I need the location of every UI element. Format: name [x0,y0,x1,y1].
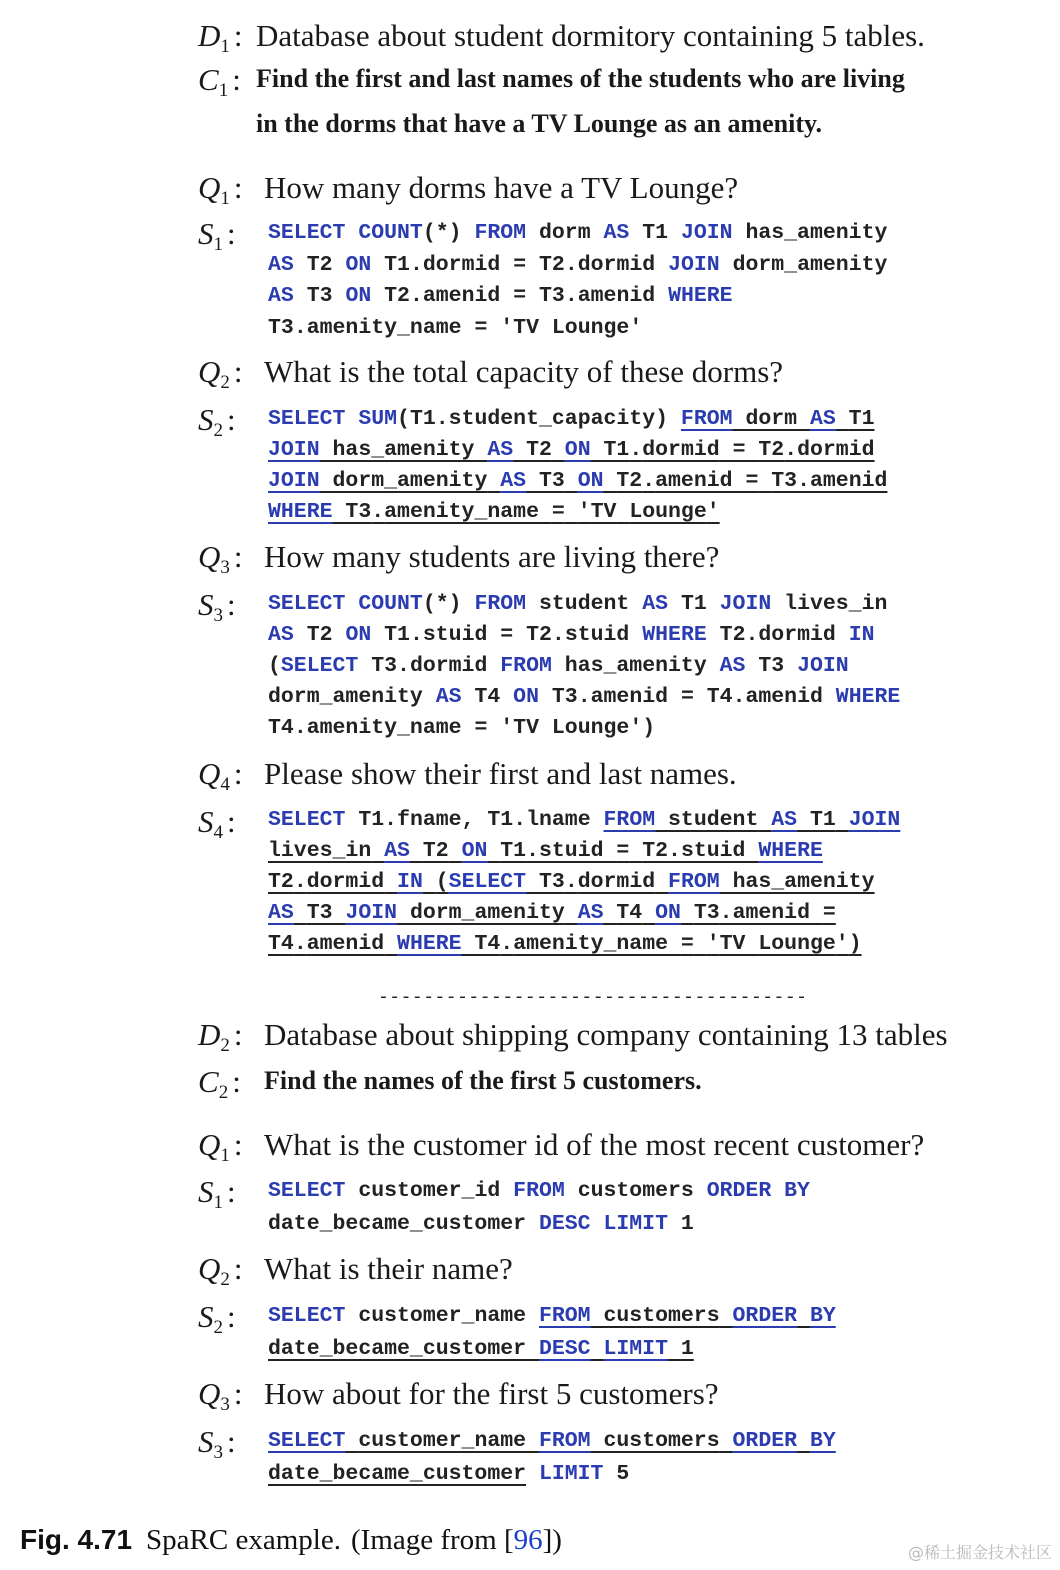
c1-goal-line-2: in the dorms that have a TV Lounge as an amenity. [256,109,823,138]
sql-line: date_became_customer DESC LIMIT 1 [268,1337,694,1361]
sql-line: SELECT COUNT(*) FROM dorm AS T1 JOIN has_amenity [268,221,888,245]
label-q4: $Q_4$ : [198,756,243,795]
label-q1: $Q_1$ : [198,170,243,209]
watermark: @稀土掘金技术社区 [907,1543,1052,1562]
label-e2-s3: $S_3$ : [198,1424,236,1463]
e2-question-2: What is their name? [264,1251,513,1286]
sql-line: date_became_customer DESC LIMIT 1 [268,1212,694,1236]
sql-line: AS T2 ON T1.dormid = T2.dormid JOIN dorm_amenity [268,252,888,277]
section-divider: -------------------------------------- [378,988,808,1008]
label-s1: $S_1$ : [198,216,236,255]
label-e2-q3: $Q_3$ : [198,1376,243,1415]
label-e2-s1: $S_1$ : [198,1174,236,1213]
d1-description: Database about student dormitory containing 5 tables. [256,18,925,53]
sql-line: JOIN dorm_amenity AS T3 ON T2.amenid = T3.amenid [268,469,888,493]
label-d2: $D_2$ : [198,1017,243,1056]
sql-line: JOIN has_amenity AS T2 ON T1.dormid = T2.dormid [268,438,875,462]
reference-link[interactable]: 96 [513,1524,543,1556]
e1-question-2: What is the total capacity of these dorms? [264,354,784,389]
label-d1: $D_1$ : [198,18,243,57]
label-c1: $C_1$ : [198,62,241,101]
figure-number: Fig. 4.71 [20,1524,133,1555]
label-e2-q2: $Q_2$ : [198,1251,243,1290]
label-e2-q1: $Q_1$ : [198,1127,243,1166]
e1-question-3: How many students are living there? [264,539,720,574]
sql-line: dorm_amenity AS T4 ON T3.amenid = T4.amenid WHERE [268,685,901,709]
sql-line: date_became_customer LIMIT 5 [268,1462,630,1486]
d2-description: Database about shipping company containing 13 tables [264,1017,948,1052]
label-s4: $S_4$ : [198,804,236,843]
sql-line: T4.amenid WHERE T4.amenity_name = 'TV Lounge') [268,932,862,956]
sql-line: AS T2 ON T1.stuid = T2.stuid WHERE T2.dormid IN [268,623,875,647]
label-q3: $Q_3$ : [198,539,243,578]
label-s3: $S_3$ : [198,587,236,626]
sql-line: T2.dormid IN (SELECT T3.dormid FROM has_amenity [268,870,875,894]
label-c2: $C_2$ : [198,1064,241,1103]
sql-line: WHERE T3.amenity_name = 'TV Lounge' [268,500,720,524]
sql-line: T3.amenity_name = 'TV Lounge' [268,315,643,340]
caption-source-pre: (Image from [ [350,1524,514,1556]
e2-question-3: How about for the first 5 customers? [264,1376,719,1411]
sql-line: SELECT customer_id FROM customers ORDER BY [268,1179,810,1203]
sql-line: T4.amenity_name = 'TV Lounge') [268,716,656,740]
e1-question-4: Please show their first and last names. [264,756,737,791]
c1-goal-line-1: Find the first and last names of the students who are living [256,64,905,93]
sql-line: AS T3 JOIN dorm_amenity AS T4 ON T3.amenid = [268,901,836,925]
sql-line: AS T3 ON T2.amenid = T3.amenid WHERE [268,284,733,308]
sql-line: lives_in AS T2 ON T1.stuid = T2.stuid WHERE [268,839,823,863]
e1-question-1: How many dorms have a TV Lounge? [264,170,739,205]
sql-line: SELECT T1.fname, T1.lname FROM student AS T1 JOIN [268,808,901,832]
label-e2-s2: $S_2$ : [198,1299,236,1338]
c2-goal: Find the names of the first 5 customers. [264,1066,702,1095]
sql-line: SELECT customer_name FROM customers ORDER BY [268,1429,836,1453]
caption-source-post: ]) [542,1524,562,1556]
e2-question-1: What is the customer id of the most recent customer? [264,1127,925,1162]
label-s2: $S_2$ : [198,402,236,441]
label-q2: $Q_2$ : [198,354,243,393]
sql-line: (SELECT T3.dormid FROM has_amenity AS T3 JOIN [268,654,849,678]
sql-line: SELECT COUNT(*) FROM student AS T1 JOIN lives_in [268,592,888,616]
sql-line: SELECT SUM(T1.student_capacity) FROM dorm AS T1 [268,407,875,431]
sql-line: SELECT customer_name FROM customers ORDER BY [268,1304,836,1328]
caption-text: SpaRC example. [146,1524,341,1556]
figure-caption [20,1526,562,1555]
